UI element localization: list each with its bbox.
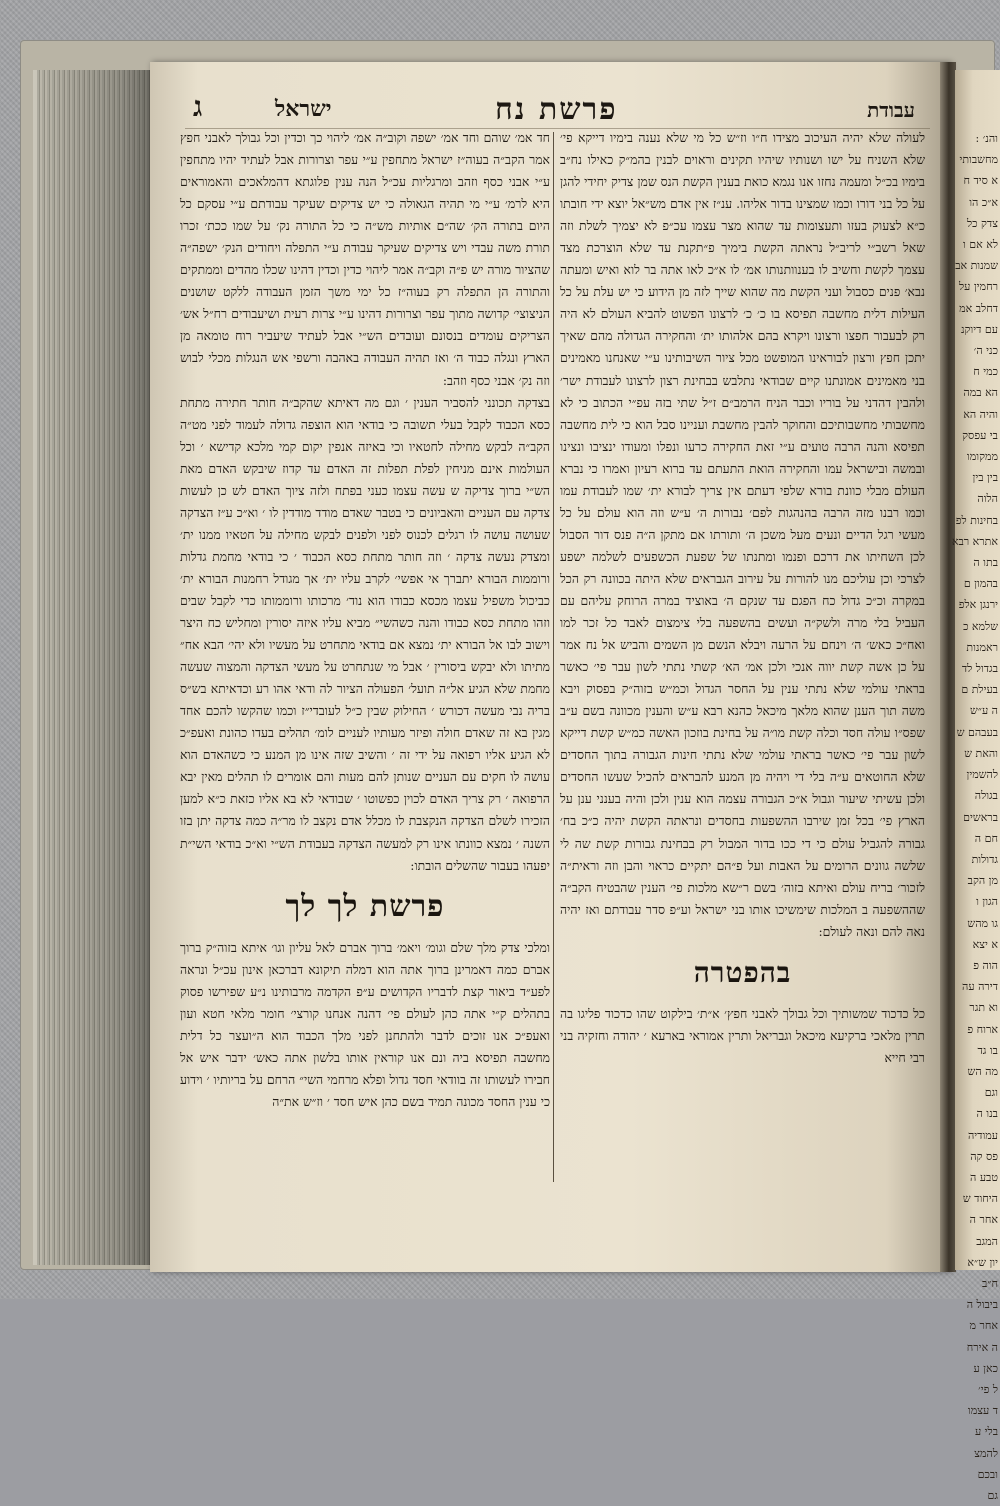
next-page-line: בעילת ם (961, 683, 998, 697)
next-page-line: בעבהם ש (956, 725, 998, 739)
right-paragraph-2: כל כדכוד שמשותיך וכל גבולך לאבני חפץ׳ א״ת׳ בילקוט שהו כדכוד פליגו בה תרין מלאכי ברקיעא מיכאל וגבריאל ותרין אמוראי בארעא ׳ יהודה וחזקיה בני רבי חייא (560, 1005, 925, 1065)
next-page-line: יון ש״א (967, 1255, 998, 1269)
next-page-line: רחמין על (959, 280, 998, 294)
next-page-line: בי עפסק (962, 428, 998, 442)
next-page-line: מה הש (967, 1064, 998, 1078)
next-page-line: ה ע״ש (969, 704, 998, 718)
next-page-line: להשמין (966, 768, 998, 782)
next-page-line: וגם (984, 1086, 998, 1100)
next-page-line: הוה פ (973, 958, 998, 972)
column-divider (553, 132, 554, 1182)
right-column (560, 127, 925, 1069)
next-page-line: והאת ש (964, 746, 998, 760)
next-page-line: ממקומו (966, 450, 998, 464)
next-page-line: ובכם (977, 1467, 998, 1481)
next-page-line: א סיד ח (963, 174, 998, 188)
next-page-line: ביבול ה (966, 1298, 998, 1312)
next-page-line: כמי ח (973, 365, 998, 379)
next-page-line: מחשבותי (959, 153, 998, 167)
next-page-line: הא במה (963, 386, 998, 400)
left-column (180, 127, 550, 1113)
next-page-line: גו מהש (967, 916, 998, 930)
next-page-line: עמודיה (967, 1128, 998, 1142)
next-page-lines (951, 128, 998, 1506)
running-head-right: עבודת (867, 98, 915, 122)
running-head-left: ישראל (275, 96, 332, 122)
next-page-line: בגדול לד (961, 662, 998, 676)
next-page-strip (951, 70, 1000, 1502)
right-paragraph-1: לעולה שלא יהיה העיכוב מצידו ח״ו וז״ש כל מי שלא נענה בימיו דייקא פי׳ שלא השניח על ישו ושנותיו שיהיו תקינים וראוים לבנין בהמ״ק כאילו נח״ב בימיו בכ״ל ומעמה נחזו אנו נגמא כואת בענין הקשת הנס שמן צדיק יחידי להגן על כל בני דורו וכמו שמצינו בדור אליהו. ענ״ז אין אדם מש״אל יוצא ידי חובתו כ״א לצעוק בעזו ותעצומות עד שהוא מצר עצמו עכ״פ לא יצמיך לשלת וזה שאל רשב״י לריב״ל נראתה הקשת בימיך פ״תקנת עד שלא הוצרכת מצד עצמך לקשת וחשיב לו בענוותנותו אמ׳ לו א״כ לאו אתה בר לוא ואיש ומעתה נבא׳ פנים כסבול ועני הקשת מה שהוא שייך לזה מן הידוע כי יש עלת על כל העילות דלית מחשבה תפיסא בו כ׳ כ׳ לרצונו הפשוט להביא העולם לא היה רק לבעבור חפצו ורצונו ויקרא בהם אלהותו ית׳ והחקירה הגדולה מהם שאיך יתכן חפץ ורצון לבוראינו המופשט מכל ציור השיבותינו ע״י שאנחנו מאמינים בני מאמינים אמונתנו קיים שבודאי נתלבש בבחינת רצון לרצונו לעבודת ישר׳ ולהבין דהדני על בוריו וכבר הניח הרמב״ם ז״ל שתי בזה עפ״י הכתוב כי לא מחשבותי מחשבותיכם והחוקר להבין מחשבת ועניינו סבל הוא כי לית מחשבה תפיסא והנה הרבה טועים ע״י זאת החקירה כרעו ונפלו ומעודו ינציבו ונצינו ובמשה ובישראל עמו והחקירה הואת התעתם עד ברוא רעיון ואמרו כי נברא העולם מבלי כוונת בורא שלפי דעתם אין צריך לבורא ית׳ שמו לעבודת עמו וכמו רבנו מזה הרבה בהנהגות לפם׳ נבורות ה׳ ע״ש וזה הוא עולם על כל מעשי רגל הדיים ונעים מעל משכן ה׳ ותורתו אם מתקן ה״ה פנס דור הסבול לכן השחיתו את דרכם ופנמו ומתנתו של שפעת הכשפעים לשלמה ישפע לצרכי וכן עוליכם מנו להורות על עירוב הגבראים שלא היתה בכוונה רק הכל במקרה וכ״כ גדול כח הפגם עד שנקם ה׳ באוציד במרה הרוחק עליהם עם העביל בלי מרה ולשק״ה ועשים בהשפעה בלי צימצום לאבד כל זכר למו ואח״כ כאש׳ ה׳ וינחם על הרעה ויבלא הנשם מן השמים והביש אל נח אמר על כן אשה קשת יווה אנכי ולכן אמ׳ הא׳ קשתי נתתי לשון עבר פי׳ כאשר בראתי עולמי שלא נתתי ענין על החסר הגדול וכמ״ש בזוה״ק בפסוק ויבא משה תוך הענן שהוא מלאך מיכאל כהנא רבא ע״ש והענין מכוונה בשם ע״ב שפס״ו עולה חסד וכלה קשת מו״ה על בחינת בוזכון האשה כמ״ש קשת דייקא לשון עבר פי׳ כאשר בראתי עולמי שלא נתתי חינות הגבורה בתוך החסדים שלא החוטאים ע״ה בלי די ויהיה מן המנע להבראים להכיל שעשו החסדים ולכן עשיתי שיעור וגבול א״כ הגבורה עצמה הוא ענין ולכן והיה בענני ענן על הארץ פי׳ בכל זמן שירבו ההשפעות בחסדים ונראתה הקשת יהיה כ״כ בח׳ גבורה להגביל עולם כי די ככו בדור המבול רק בבחינת גבורות קשת שה לי שלשה גוונים הרומים על האבות ועל פ״הם יתקיים כראוי והבן וזה וראית״ה לזכור׳ בריח עולם ואיתא בזוה׳ בשם ר״שא מלכות פי׳ הענין שהבטיח הקב״ה שההשפעה ב המלכות שימשיכו אותו בני ישראל וע״פ סדר עבודתם ואז יהיה נאה להם ונאה לעולם: (560, 130, 925, 939)
next-page-line: ד עצמו (967, 1404, 998, 1418)
next-page-line: בנו ה (976, 1107, 998, 1121)
next-page-line: גדולות (971, 852, 998, 866)
haftara-heading: בהפטרה (693, 955, 792, 989)
next-page-line: שלמא כ (963, 619, 998, 633)
next-page-line: ראמנות (966, 640, 998, 654)
next-page-line: והנ׳ : (975, 132, 998, 145)
next-page-line: בלי ע (974, 1425, 998, 1439)
lech-lecha-heading: פרשת לך לך (285, 888, 445, 924)
next-page-line: וא תגר (969, 1001, 998, 1015)
next-page-line: בהמון ם (963, 577, 998, 591)
page-header (185, 92, 930, 128)
next-page-line: הלוה (977, 492, 998, 506)
next-page-line: ה אירח (966, 1340, 998, 1354)
next-page-line: היחוד ש (962, 1192, 998, 1206)
page-edges-shadow (33, 70, 157, 1265)
next-page-line: כני ה׳ (973, 344, 998, 358)
page-number: ג (193, 90, 203, 123)
running-head-title: פרשת נח (495, 92, 618, 127)
next-page-line: א״כ הו (969, 195, 998, 209)
next-page-line: דירה עה (962, 980, 998, 994)
next-page-line: בראשים (963, 810, 998, 824)
next-page-line: צדק כל (967, 216, 998, 230)
next-page-line: בחינות לפ (955, 513, 998, 527)
next-page-line: דחלב אמ (959, 301, 998, 315)
next-page-line: ל פי׳ (978, 1382, 998, 1396)
next-page-line: פס קה (970, 1149, 998, 1163)
next-page-line: אחר ה (969, 1213, 998, 1227)
next-page-line: טבע ה (970, 1170, 998, 1184)
next-page-line: להמצ (974, 1446, 998, 1460)
left-paragraph-1: חד אמ׳ שוהם וחד אמ׳ ישפה וקוב״ה אמ׳ ליהוי כך וכדין וכל גבולך לאבני חפץ אמר הקב״ה בעוה״ז ישראל מתחפין ע״י עפר וצרורות אבל לעתיד יהיו מתחפין ע״י אבני כסף וזהב ומרגליות עכ״ל הנה ענין פלוגתא דהמלאכים והאמוראים היא לרמ׳ ע״י מי תהיה הגאולה כי יש צדיקים שעיקר עבודתם ע״י עסקם כל היום בתורה הק׳ שה״ם אותיות מש״ה כי כל התורה נק׳ על שמו ככת׳ זכרו תורת משה עבדי ויש צדיקים שעיקר עבודת ע״י התפלה ויחודים הנק׳ ישפה״ה שהציור מורה יש פ״ה וקב״ה אמר ליהוי כדין וכדין דהינו שכלו מהדים וממתקים והתורה הן התפלה רק בעוה״ז כל ימי משך הזמן העבודה ללקט שושנים הניצוצי׳ קדושה מתוך עפר וצרורות דהינו ע״י צרות רעית ושיעבודים רח״ל אש׳ הצריקים עומדים בנסונם ועובדים הש״י אבל לעתיד שיעביר רוח טומאה מן הארץ ונגלה כבוד ה׳ ואז תהיה העבודה באהבה ורשפי אש הנגלות מכלי לבוש וזה נק׳ אבני כסף וזהב: (180, 130, 550, 388)
next-page-line: בו גד (977, 1043, 998, 1057)
next-page-line: בין בין (972, 471, 998, 485)
next-page-line: ירנגן אלפ (958, 598, 998, 612)
next-page-line: כאן ע (973, 1361, 998, 1375)
next-page-line: ארוח פ (967, 1022, 998, 1036)
next-page-line: חם ה (974, 831, 998, 845)
left-paragraph-2: בצדקה תכונני להסביר הענין ׳ וגם מה דאיתא שהקב״ה חותר חתירה מתחת כסא הכבוד לקבל בעלי תשובה כי בודאי הוא הוצפה גדולה לעמוד לפני מט״ה הקב״ה לבקש מחילה לחטאיו וכי באיזה אנפין יקום קמי מלכא קדישא ׳ וכל העולמות אינם מניחין לפלת תפלות זה האדם עד קדוז שיבקש האדם מאת הש״י ברוך צדיקה ש עשה עצמו כעני בפתח ולזה ציוך האדם לש כן לעשות צדקה עם העניים והאביונים כי בטבר שאדם מודד מודדין לו ׳ וא״כ ע״ז הצדקה שעושה עושה לו רגלים לכנוס לפני ולפנים לבקש מחילה על חטאיו ממנו ית׳ ומצדק נעשה צדקה ׳ וזה חותר מתחת כסא הכבוד ׳ כי בודאי מחמת גדלות ורוממות הבורא יתברך אי אפשי׳ לקרב עליו ית׳ אך מגודל רחמנות הבורא ית׳ כביכול משפיל עצמו מכסא כבודו הוא נוד׳ מרכותו ורוממותו כדי לקבל שבים וזהו מתחת כסא כבודו והנה כשהשי״ מביא עליו איזה יסורין ומחליש כח היצר וישוב לבו אל הבורא ית׳ נמצא אם בודאי מתחרט על מעשיו ולא יהי׳ הבא אח״ מתיתו ולא יבקש ביסורין ׳ אבל מי שנתחרט על מעשי הצדקה והמצוה שעשה מחמת שלא הגיע אל״ה תועל׳ הפעולה הציור לה ודאי אהו רע וכדאיתא בש״ס בריה נבי מעשה דכורש ׳ החילוק שבין כ״ל לעובדי״ז וכמו שהקשו להכם אחד מגין בא זה שאדם חולה ופיזר מעותיו לעניים לומ׳ תהלים בעדו כהונת ואעפ״כ לא הגיע אליו רפואה על ידי זה ׳ והשיב שזה אינו מן המנע כי כשהאדם הוא עושה לו חקים עם העניים שנותן להם מעות והם אומרים לו תהלים מאין יבא הרפואה ׳ רק צריך האדם לכוין כפשוטו ׳ שבודאי לא בא אליו כזאת כ״א למען הזכירו לשלם הצדקה הנקצבת לו מכלל אדם נקצב לו מר״ה כמה צדקה יתן בזו השנה ׳ נמצא כוונתו אינו רק למעשה הצדקה בעבודת הש״י וא״כ בודאי השי״ת יפעהו בעבור שהשלים הובתו: (180, 394, 550, 873)
left-paragraph-3: ומלכי צדק מלך שלם וגומ׳ ויאמ׳ ברוך אברם לאל עליון וגו׳ איתא בזוה״ק ברוך אברם כמה דאמרינן ברוך אתה הוא דמלה תיקונא דברכאן אינון עכ״ל ונראה לפע״ד ביאור קצת לדבריו הקדושים ע״פ הקדמה מרבותינו נ״ע שפירשו פסוק בתהלים ק״י אתה כהן לעולם פי׳ דהנה אנחנו קורצי׳ חומר מלאי חטא ועון ואעפ״כ אנו זוכים לדבר ולהתחנן לפני מלך הכבוד הוא ה״ועצר כל דלית מחשבה תפיסא ביה ונם אנו קוראין אותו בלשון אתה כאש׳ ידבר איש אל חבירו לעשותו זה בוודאי חסד גדול ופלא מרחמי השי״ הרחם על בריותיו ׳ וידוע כי ענין החסד מכונה תמיד בשם כהן איש חסד ׳ וז״ש את״ה (180, 939, 550, 1109)
next-page-line: ח״ב (982, 1276, 998, 1290)
next-page-line: גם (987, 1489, 998, 1502)
next-page-line: לא אם ו (962, 238, 998, 252)
next-page-line: בגולה (974, 789, 998, 803)
next-page-line: הגון ו (976, 895, 998, 909)
next-page-line: עם דיוקנ (960, 322, 998, 336)
next-page-line: בתו ה (973, 556, 998, 570)
book-gutter (940, 62, 956, 1272)
next-page-line: המגב (976, 1234, 998, 1248)
next-page-line: שמנות אב (955, 259, 998, 273)
next-page-line: מן הקב (967, 874, 998, 888)
next-page-line: והיה הא (963, 407, 998, 421)
next-page-line: אחר מ (969, 1319, 998, 1333)
next-page-line: אתרא רבא (951, 534, 998, 548)
next-page-line: א יצא (972, 937, 998, 951)
